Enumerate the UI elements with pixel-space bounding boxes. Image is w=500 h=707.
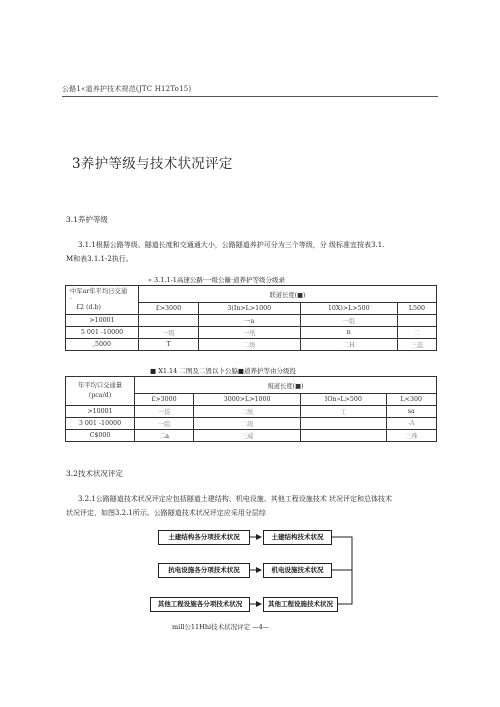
chapter-title: 3养护等级与技术状况评定 <box>72 156 233 172</box>
flow-box-left: 其他工程设施各分项技术状况 <box>150 597 250 612</box>
row-header-line: 年平均口交通量 <box>77 382 123 389</box>
table-cell: 三珠 <box>386 430 436 442</box>
flow-box-left: 抗电设施各分项技术状况 <box>158 563 250 578</box>
table-cell <box>301 418 386 430</box>
table-row <box>66 430 437 442</box>
table-cell: T <box>139 339 199 351</box>
section-heading: 3.1养护等级 <box>66 215 108 224</box>
row-header-line: £2 (d.b) <box>76 304 101 311</box>
paragraph-line: M和表3.1.1-2执行。 <box>66 255 133 263</box>
table-caption: ■ X1.14 二图及二毁以卜公脇■道养护等由分级投 <box>150 367 297 375</box>
table-cell: 一组 <box>300 315 397 327</box>
table-row-header <box>66 377 135 406</box>
table-cell: -A <box>386 418 436 430</box>
header-rule <box>62 96 438 97</box>
row-label: ,5000 <box>66 339 139 351</box>
section-heading: 3.2技术状况评定 <box>66 469 123 478</box>
table-cell: 二纸 <box>194 406 301 418</box>
column-header: L500 <box>397 303 436 315</box>
column-header: IOn»L>500 <box>301 394 386 406</box>
row-header-line: · <box>70 296 73 303</box>
flow-box-right: 其他工程设施技术状况 <box>263 597 338 612</box>
paragraph-line: 状况评定，如图3.2.1所示。公路隧道技术状况评定应采用分层综 <box>66 509 266 517</box>
table-cell: 二 <box>397 327 436 339</box>
running-header: 公路1«道养护技术规范(JTC H12To15) <box>62 85 192 93</box>
table-cell: 二级 <box>194 418 301 430</box>
table-row <box>66 339 437 351</box>
row-header-line: (pca/d) <box>88 392 112 399</box>
evaluation-flowchart <box>150 528 360 612</box>
flow-box-left: 土建结构各分项技术状况 <box>158 530 250 545</box>
paragraph-line: 3.1.1根据公路等级、隧道长度和交通通大小，公路隧道养护可分为三个等级，分 级标准宜按表3.1. <box>78 241 385 249</box>
table-row-header <box>66 286 139 315</box>
table-cell: 二级 <box>198 339 300 351</box>
table-cell: 一a <box>198 315 300 327</box>
table-cell: n <box>300 327 397 339</box>
table-cell: 工 <box>301 406 386 418</box>
maintenance-grade-table <box>65 285 437 351</box>
column-header: £>3000 <box>135 394 194 406</box>
section-paragraph <box>66 492 446 520</box>
table-row <box>66 315 437 327</box>
column-header: 3000>L>1000 <box>194 394 301 406</box>
row-label: 5 001 -10000 <box>66 327 139 339</box>
table-row <box>66 418 437 430</box>
table-caption: « 3.1.1-1高速公路·一级公籬·道养护等级分级录 <box>148 276 286 284</box>
row-label: 3 001 -10000 <box>66 418 135 430</box>
table-row <box>66 327 437 339</box>
section-paragraph <box>66 238 446 266</box>
table-row <box>66 406 437 418</box>
table-cell: 一级 <box>139 327 199 339</box>
row-header-line: 中军ar年平均日交通 <box>70 288 128 295</box>
maintenance-grade-table-lower <box>65 376 437 442</box>
column-header: £>3000 <box>139 303 199 315</box>
row-label: >10001 <box>66 315 139 327</box>
row-label: C$000 <box>66 430 135 442</box>
paragraph-line: 3.2.1公路隧道技术状况评定应包括隧道土建结构、机电设施、其他工程设施技术 状况评定和总体技术 <box>78 495 393 503</box>
length-header: 規道长度(■) <box>135 377 437 394</box>
table-cell <box>301 430 386 442</box>
column-header: 3(In>L>1000 <box>198 303 300 315</box>
table-cell: 二a <box>135 430 194 442</box>
table-cell <box>139 315 199 327</box>
row-label: >10001 <box>66 406 135 418</box>
table-cell: 三蕊 <box>397 339 436 351</box>
column-header: L<300 <box>386 394 436 406</box>
table-cell: 三威 <box>194 430 301 442</box>
table-cell: 一纸 <box>198 327 300 339</box>
table-cell: 二H <box>300 339 397 351</box>
column-header: 10X)>L>500 <box>300 303 397 315</box>
table-cell <box>397 315 436 327</box>
flow-box-right: 机电设施技术状况 <box>263 563 332 578</box>
length-header: 联道长度(■) <box>139 286 437 303</box>
table-cell: sa <box>386 406 436 418</box>
table-cell: 一袋 <box>135 406 194 418</box>
page-footer: mill公11Hhi技术状况评定 —4— <box>172 623 270 631</box>
flow-box-right: 土建结构技术状况 <box>263 530 332 545</box>
table-cell: 一组 <box>135 418 194 430</box>
